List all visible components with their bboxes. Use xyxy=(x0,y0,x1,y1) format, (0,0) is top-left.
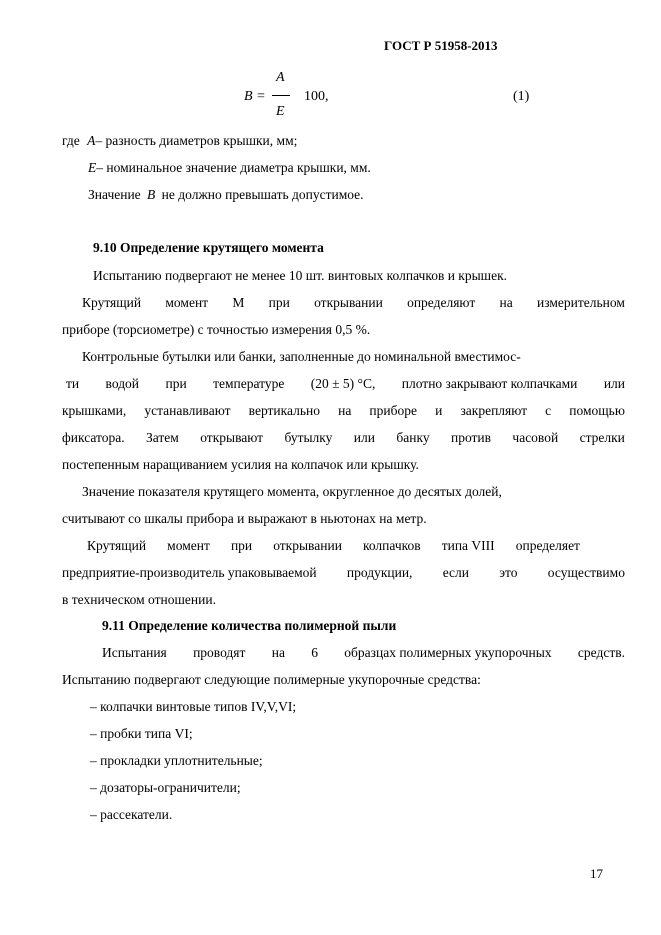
section-9-11-title: 9.11 Определение количества полимерной пыли xyxy=(102,618,397,633)
list-item: – колпачки винтовые типов IV,V,VI; xyxy=(90,699,297,714)
note-line: Значение B не должно превышать допустимое. xyxy=(88,187,364,202)
list-item: – пробки типа VI; xyxy=(90,726,193,741)
paragraph-line-justified: Крутящий момент при открывании колпачков типа VIII определяет xyxy=(87,538,580,553)
paragraph-line: прибope (торсиометре) с точностью измерения 0,5 %. xyxy=(62,322,371,337)
page-number: 17 xyxy=(590,866,603,881)
paragraph-line: Контрольные бутылки или банки, заполненные до номинальной вместимос- xyxy=(82,349,521,364)
paragraph-line: Значение показателя крутящего момента, округленное до десятых долей, xyxy=(82,484,502,499)
paragraph-line: Испытанию подвергают следующие полимерные укупорочные средства: xyxy=(62,672,481,687)
formula-multiplier: 100, xyxy=(304,89,329,104)
paragraph-line: Испытанию подвергают не менее 10 шт. винтовых колпачков и крышек. xyxy=(93,268,508,283)
paragraph-line-justified: Испытания проводят на 6 образцах полимерных укупорочных средств. xyxy=(102,645,625,660)
formula-equals: = xyxy=(257,89,265,104)
document-header: ГОСТ Р 51958-2013 xyxy=(384,38,498,53)
formula-number: (1) xyxy=(513,89,530,104)
definition-a: где A– разность диаметров крышки, мм; xyxy=(62,133,298,148)
paragraph-line-justified: фиксатора. Затем открывают бутылку или банку против часовой стрелки xyxy=(62,430,625,445)
section-9-10-title: 9.10 Определение крутящего момента xyxy=(93,240,324,255)
paragraph-line-justified: предприятие-производитель упаковываемой продукции, если это осуществимо xyxy=(62,565,625,580)
list-item: – рассекатели. xyxy=(90,807,173,822)
list-item: – прокладки уплотнительные; xyxy=(90,753,263,768)
paragraph-line-justified: ти водой при температуре (20 ± 5) °С, плотно закрывают колпачками или xyxy=(66,376,625,391)
paragraph-line: в техническом отношении. xyxy=(62,592,216,607)
paragraph-line: постепенным наращиванием усилия на колпачок или крышку. xyxy=(62,457,419,472)
list-item: – дозаторы-ограничители; xyxy=(90,780,241,795)
definition-e: E– номинальное значение диаметра крышки, мм. xyxy=(88,160,371,175)
formula-denominator: E xyxy=(276,104,285,119)
formula-lhs: B xyxy=(244,89,253,104)
formula xyxy=(236,70,366,122)
fraction-bar xyxy=(272,95,290,96)
paragraph-line: считывают со шкалы прибора и выражают в ньютонах на метр. xyxy=(62,511,427,526)
paragraph-line-justified: Крутящий момент М при открывании определяют на измерительном xyxy=(82,295,625,310)
paragraph-line-justified: крышками, устанавливают вертикально на приборе и закрепляют с помощью xyxy=(62,403,625,418)
formula-numerator: A xyxy=(276,70,285,85)
